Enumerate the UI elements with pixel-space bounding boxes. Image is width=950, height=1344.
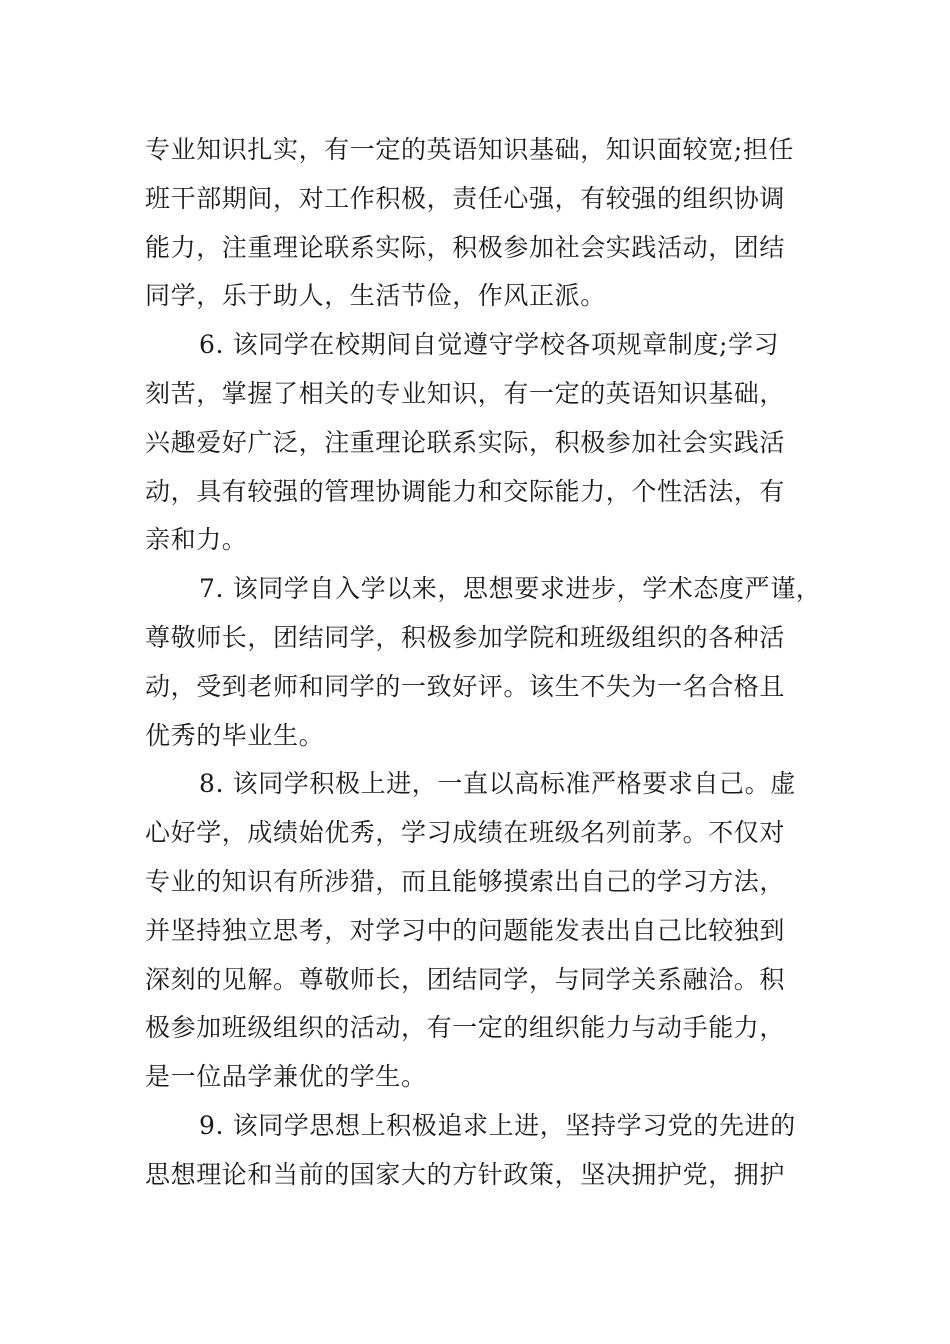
text-line: 兴趣爱好广泛，注重理论联系实际，积极参加社会实践活 bbox=[145, 427, 786, 457]
text-line: 思想理论和当前的国家大的方针政策，坚决拥护党，拥护 bbox=[145, 1159, 786, 1189]
text-line: 专业知识扎实，有一定的英语知识基础，知识面较宽;担任 bbox=[145, 135, 795, 164]
paragraph-7-start: 7. 该同学自入学以来，思想要求进步，学术态度严谨， bbox=[199, 574, 822, 604]
document-body bbox=[145, 126, 822, 1200]
text-line: 动，受到老师和同学的一致好评。该生不失为一名合格且 bbox=[145, 671, 786, 701]
text-line: 深刻的见解。尊敬师长，团结同学，与同学关系融洽。积 bbox=[145, 964, 786, 994]
paragraph-6-start: 6. 该同学在校期间自觉遵守学校各项规章制度;学习 bbox=[199, 330, 780, 360]
text-line: 班干部期间，对工作积极，责任心强，有较强的组织协调 bbox=[145, 183, 786, 213]
text-line: 极参加班级组织的活动，有一定的组织能力与动手能力， bbox=[145, 1013, 786, 1043]
text-line: 是一位品学兼优的学生。 bbox=[145, 1062, 427, 1092]
text-line: 能力，注重理论联系实际，积极参加社会实践活动，团结 bbox=[145, 232, 786, 262]
text-line: 亲和力。 bbox=[145, 525, 248, 555]
text-line: 并坚持独立思考，对学习中的问题能发表出自己比较独到 bbox=[145, 915, 786, 945]
text-line: 心好学，成绩始优秀，学习成绩在班级名列前茅。不仅对 bbox=[145, 818, 786, 848]
paragraph-9-start: 9. 该同学思想上积极追求上进，坚持学习党的先进的 bbox=[199, 1110, 796, 1140]
text-line: 尊敬师长，团结同学，积极参加学院和班级组织的各种活 bbox=[145, 622, 786, 652]
text-line: 优秀的毕业生。 bbox=[145, 720, 325, 750]
text-line: 同学，乐于助人，生活节俭，作风正派。 bbox=[145, 281, 606, 311]
text-line: 专业的知识有所涉猎，而且能够摸索出自己的学习方法， bbox=[145, 866, 786, 896]
paragraph-8-start: 8. 该同学积极上进，一直以高标准严格要求自己。虚 bbox=[199, 769, 796, 799]
text-line: 动，具有较强的管理协调能力和交际能力，个性活法，有 bbox=[145, 476, 786, 506]
text-line: 刻苦，掌握了相关的专业知识，有一定的英语知识基础， bbox=[145, 378, 786, 408]
